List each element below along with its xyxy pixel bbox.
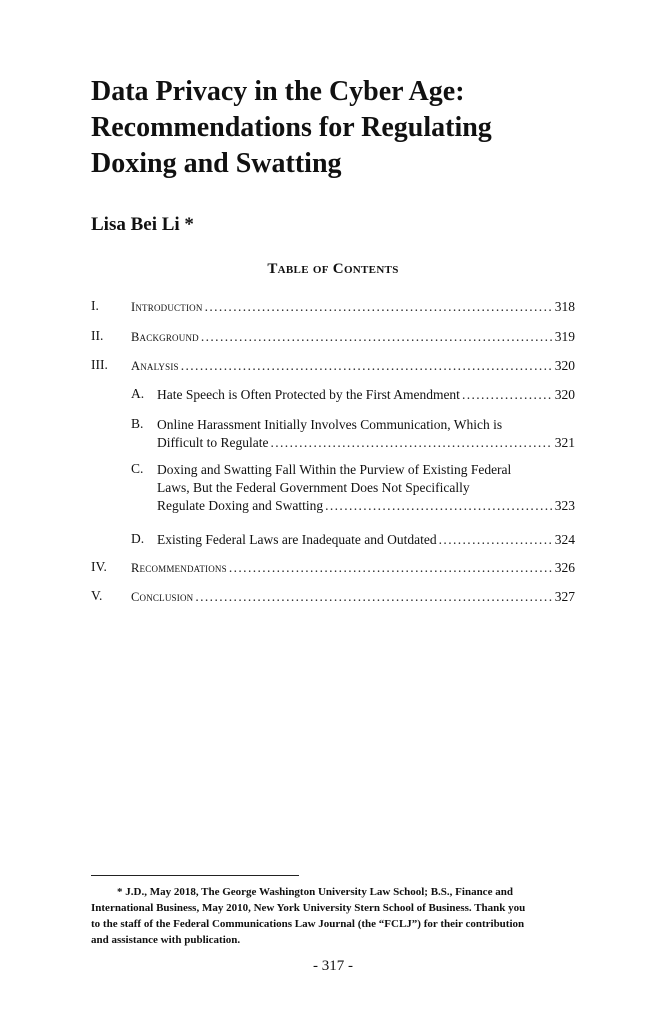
toc-entry-label: Laws, But the Federal Government Does Not Specifically [157, 480, 470, 495]
article-title [91, 74, 591, 182]
toc-entry-label: Analysis [131, 359, 179, 373]
toc-entry-number: V. [91, 588, 103, 603]
toc-heading: Table of Contents [267, 261, 399, 277]
title-line-3: Doxing and Swatting [91, 148, 342, 179]
footnote-divider [91, 875, 299, 876]
toc-entry-number: IV. [91, 559, 107, 574]
leader-dots [325, 497, 553, 515]
toc-entry-page: 319 [554, 329, 575, 344]
footnote-line: International Business, May 2010, New York University Stern School of Business. Thank you [91, 902, 526, 914]
toc-entry-page: 326 [554, 560, 575, 575]
toc-entry-number: D. [131, 531, 145, 546]
toc-entry-page: 324 [554, 532, 575, 547]
toc-entry-number: III. [91, 357, 108, 372]
author-name: Lisa Bei Li * [91, 214, 194, 235]
toc-entry-number: I. [91, 298, 99, 313]
footnote-line: * J.D., May 2018, The George Washington University Law School; B.S., Finance and [117, 886, 513, 898]
page-number: - 317 - [313, 958, 353, 974]
toc-entry-number: C. [131, 461, 144, 476]
toc-entry-number: A. [131, 386, 145, 401]
title-line-1: Data Privacy in the Cyber Age: [91, 76, 465, 107]
toc-entry-label: Introduction [131, 300, 203, 314]
leader-dots [201, 328, 553, 346]
toc-entry-label: Doxing and Swatting Fall Within the Purview of Existing Federal [157, 462, 512, 477]
leader-dots [462, 386, 553, 404]
toc-entry-label: Recommendations [131, 561, 227, 575]
toc-entry-page: 320 [554, 358, 575, 373]
leader-dots [205, 298, 553, 316]
leader-dots [229, 559, 553, 577]
toc-entry-page: 321 [554, 435, 575, 450]
toc-entry-label: Regulate Doxing and Swatting [157, 498, 324, 513]
leader-dots [181, 357, 553, 375]
toc-entry-label: Existing Federal Laws are Inadequate and Outdated [157, 532, 437, 547]
toc-entry-page: 320 [554, 387, 575, 402]
footnote-line: and assistance with publication. [91, 934, 241, 946]
toc-entry-page: 318 [554, 299, 575, 314]
leader-dots [195, 588, 552, 606]
toc-entry-page: 323 [554, 498, 575, 513]
toc-entry-label: Difficult to Regulate [157, 435, 269, 450]
title-line-2: Recommendations for Regulating [91, 112, 492, 143]
toc-entry-page: 327 [554, 589, 575, 604]
author-footnote [91, 884, 575, 948]
toc-entry-number: B. [131, 416, 144, 431]
leader-dots [270, 434, 552, 452]
toc-entry-label: Conclusion [131, 590, 194, 604]
leader-dots [439, 531, 553, 549]
footnote-line: to the staff of the Federal Communications Law Journal (the “FCLJ”) for their contribution [91, 918, 525, 930]
toc-entry-label: Hate Speech is Often Protected by the First Amendment [157, 387, 460, 402]
toc-entry-label: Online Harassment Initially Involves Communication, Which is [157, 417, 503, 432]
toc-entry-label: Background [131, 330, 199, 344]
toc-entry-number: II. [91, 328, 104, 343]
